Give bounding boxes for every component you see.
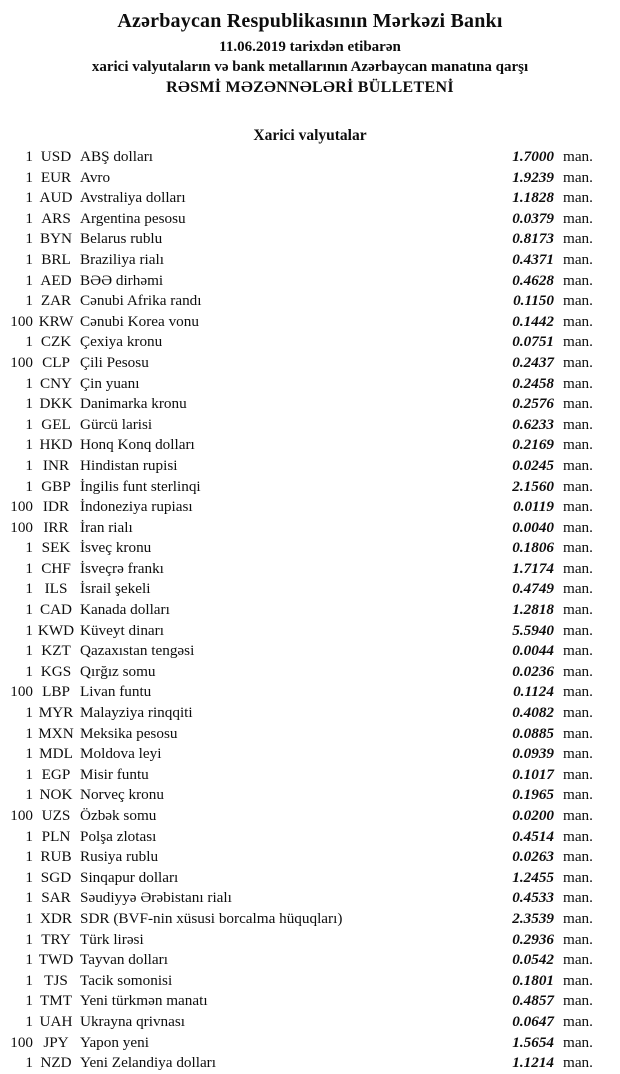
- rate-value-cell: 0.1965: [512, 786, 554, 804]
- currency-code-cell: KGS: [40, 662, 72, 680]
- currency-code-cell: SEK: [41, 539, 71, 557]
- rate-row: [0, 188, 620, 209]
- currency-code-cell: MYR: [38, 704, 74, 722]
- quantity-cell: 1: [25, 642, 33, 660]
- rate-value-cell: 0.1017: [512, 765, 554, 783]
- rate-row: [0, 415, 620, 436]
- unit-cell: man.: [563, 1054, 593, 1072]
- quantity-cell: 1: [25, 374, 33, 392]
- currency-code-cell: RUB: [40, 848, 72, 866]
- currency-name-cell: Kanada dolları: [80, 601, 170, 619]
- quantity-cell: 1: [25, 992, 33, 1010]
- currency-name-cell: SDR (BVF-nin xüsusi borcalma hüquqları): [80, 909, 343, 927]
- currency-name-cell: BƏƏ dirhəmi: [80, 271, 164, 289]
- currency-code-cell: GEL: [41, 415, 71, 433]
- unit-cell: man.: [563, 477, 593, 495]
- rate-value-cell: 0.0647: [512, 1012, 554, 1030]
- rate-value-cell: 1.7174: [512, 559, 554, 577]
- rate-value-cell: 1.7000: [512, 148, 554, 165]
- currency-name-cell: Avro: [80, 168, 111, 186]
- unit-cell: man.: [563, 539, 593, 557]
- currency-name-cell: Norveç kronu: [80, 786, 164, 804]
- rate-row: [0, 888, 620, 909]
- currency-code-cell: SGD: [40, 868, 72, 886]
- rate-row: [0, 497, 620, 518]
- rate-row: [0, 168, 620, 189]
- quantity-cell: 1: [25, 395, 33, 413]
- rate-value-cell: 2.1560: [512, 477, 554, 495]
- currency-name-cell: Yeni türkmən manatı: [80, 992, 208, 1010]
- currency-name-cell: Yeni Zelandiya dolları: [80, 1054, 216, 1072]
- unit-cell: man.: [563, 601, 593, 619]
- quantity-cell: 1: [25, 271, 33, 289]
- currency-name-cell: Argentina pesosu: [80, 209, 186, 227]
- rate-row: [0, 930, 620, 951]
- currency-name-cell: Cənubi Korea vonu: [80, 312, 199, 330]
- rate-row: [0, 579, 620, 600]
- quantity-cell: 1: [25, 250, 33, 268]
- rate-row: [0, 518, 620, 539]
- currency-name-cell: Özbək somu: [80, 807, 157, 824]
- rate-row: [0, 1053, 620, 1074]
- rate-value-cell: 0.4371: [512, 250, 554, 268]
- quantity-cell: 1: [25, 971, 33, 989]
- currency-code-cell: EUR: [40, 168, 72, 186]
- currency-name-cell: Qırğız somu: [80, 662, 156, 680]
- currency-name-cell: Malayziya rinqqiti: [80, 704, 193, 722]
- currency-code-cell: UZS: [41, 807, 71, 824]
- unit-cell: man.: [563, 848, 593, 866]
- quantity-cell: 1: [25, 168, 33, 186]
- unit-cell: man.: [563, 518, 593, 536]
- unit-cell: man.: [563, 1012, 593, 1030]
- quantity-cell: 1: [25, 148, 33, 165]
- unit-cell: man.: [563, 971, 593, 989]
- bulletin-subtitle: xarici valyutaların və bank metallarının Azərbaycan manatına qarşı: [91, 59, 529, 75]
- quantity-cell: 1: [25, 745, 33, 763]
- rate-value-cell: 0.8173: [512, 230, 554, 248]
- currency-code-cell: CAD: [39, 601, 73, 619]
- rate-row: [0, 641, 620, 662]
- currency-name-cell: Livan funtu: [80, 683, 152, 701]
- unit-cell: man.: [563, 827, 593, 845]
- rate-row: [0, 374, 620, 395]
- rate-value-cell: 1.1214: [512, 1054, 554, 1072]
- quantity-cell: 1: [25, 189, 33, 207]
- currency-code-cell: UAH: [39, 1012, 73, 1030]
- rate-row: [0, 435, 620, 456]
- rate-row: [0, 682, 620, 703]
- rate-value-cell: 1.2818: [512, 601, 554, 619]
- quantity-cell: 1: [25, 580, 33, 598]
- unit-cell: man.: [563, 209, 593, 227]
- rate-value-cell: 0.0236: [512, 662, 554, 680]
- rate-row: [0, 456, 620, 477]
- rate-value-cell: 0.1150: [513, 292, 554, 310]
- rate-row: [0, 291, 620, 312]
- currency-name-cell: Rusiya rublu: [80, 848, 159, 866]
- rate-value-cell: 0.6233: [512, 415, 554, 433]
- rate-row: [0, 394, 620, 415]
- rate-value-cell: 5.5940: [512, 621, 554, 639]
- unit-cell: man.: [563, 395, 593, 413]
- rate-row: [0, 147, 620, 168]
- currency-code-cell: INR: [42, 456, 70, 474]
- currency-name-cell: Avstraliya dolları: [80, 189, 186, 207]
- rate-value-cell: 0.0751: [512, 333, 554, 351]
- rate-row: [0, 621, 620, 642]
- unit-cell: man.: [563, 807, 593, 824]
- unit-cell: man.: [563, 642, 593, 660]
- quantity-cell: 1: [25, 765, 33, 783]
- quantity-cell: 100: [10, 312, 33, 330]
- currency-name-cell: Küveyt dinarı: [80, 621, 164, 639]
- currency-name-cell: İran rialı: [80, 518, 133, 536]
- currency-name-cell: Qazaxıstan tengəsi: [80, 642, 195, 660]
- quantity-cell: 1: [25, 889, 33, 907]
- currency-code-cell: GBP: [41, 477, 71, 495]
- bank-name-title: Azərbaycan Respublikasının Mərkəzi Bankı: [117, 10, 503, 32]
- rate-value-cell: 0.0542: [512, 951, 554, 969]
- quantity-cell: 1: [25, 333, 33, 351]
- currency-code-cell: DKK: [39, 395, 73, 413]
- rate-row: [0, 332, 620, 353]
- rate-value-cell: 0.4514: [512, 827, 554, 845]
- quantity-cell: 1: [25, 662, 33, 680]
- quantity-cell: 1: [25, 456, 33, 474]
- unit-cell: man.: [563, 580, 593, 598]
- rate-row: [0, 971, 620, 992]
- currency-code-cell: IDR: [42, 498, 70, 516]
- quantity-cell: 1: [25, 209, 33, 227]
- rate-value-cell: 0.2169: [512, 436, 554, 454]
- rate-row: [0, 909, 620, 930]
- rate-value-cell: 0.0245: [512, 456, 554, 474]
- rate-row: [0, 744, 620, 765]
- quantity-cell: 1: [25, 848, 33, 866]
- rate-row: [0, 312, 620, 333]
- rate-row: [0, 1033, 620, 1054]
- unit-cell: man.: [563, 662, 593, 680]
- currency-code-cell: MDL: [39, 745, 73, 763]
- unit-cell: man.: [563, 415, 593, 433]
- rate-row: [0, 477, 620, 498]
- currency-name-cell: İndoneziya rupiası: [80, 498, 193, 516]
- currency-code-cell: PLN: [41, 827, 71, 845]
- rate-row: [0, 1012, 620, 1033]
- currency-name-cell: İngilis funt sterlinqi: [80, 477, 201, 495]
- quantity-cell: 1: [25, 704, 33, 722]
- quantity-cell: 100: [10, 807, 33, 824]
- currency-name-cell: İsveç kronu: [80, 539, 152, 557]
- rate-row: [0, 353, 620, 374]
- quantity-cell: 1: [25, 951, 33, 969]
- unit-cell: man.: [563, 868, 593, 886]
- unit-cell: man.: [563, 992, 593, 1010]
- quantity-cell: 1: [25, 292, 33, 310]
- currency-code-cell: AUD: [39, 189, 73, 207]
- unit-cell: man.: [563, 333, 593, 351]
- rate-row: [0, 765, 620, 786]
- currency-name-cell: Türk lirəsi: [80, 930, 144, 948]
- rate-value-cell: 0.4082: [512, 704, 554, 722]
- unit-cell: man.: [563, 909, 593, 927]
- rate-value-cell: 2.3539: [512, 909, 554, 927]
- unit-cell: man.: [563, 724, 593, 742]
- rate-value-cell: 0.1801: [512, 971, 554, 989]
- currency-code-cell: TMT: [39, 992, 73, 1010]
- exchange-rates-table: [0, 147, 620, 1074]
- unit-cell: man.: [563, 148, 593, 165]
- unit-cell: man.: [563, 230, 593, 248]
- rate-row: [0, 724, 620, 745]
- unit-cell: man.: [563, 250, 593, 268]
- rate-row: [0, 271, 620, 292]
- rate-row: [0, 538, 620, 559]
- rate-value-cell: 0.1806: [512, 539, 554, 557]
- currency-code-cell: TRY: [41, 930, 71, 948]
- unit-cell: man.: [563, 765, 593, 783]
- rate-row: [0, 868, 620, 889]
- quantity-cell: 1: [25, 539, 33, 557]
- currency-name-cell: Hindistan rupisi: [80, 456, 178, 474]
- quantity-cell: 1: [25, 930, 33, 948]
- currency-code-cell: AED: [40, 271, 72, 289]
- currency-name-cell: Sinqapur dolları: [80, 868, 179, 886]
- currency-code-cell: BYN: [39, 230, 73, 248]
- currency-name-cell: Çili Pesosu: [80, 353, 149, 371]
- currency-code-cell: ILS: [44, 580, 68, 598]
- currency-code-cell: SAR: [41, 889, 71, 907]
- quantity-cell: 1: [25, 868, 33, 886]
- currency-name-cell: Danimarka kronu: [80, 395, 187, 413]
- rate-row: [0, 703, 620, 724]
- quantity-cell: 1: [25, 477, 33, 495]
- currency-code-cell: USD: [40, 148, 72, 165]
- quantity-cell: 100: [10, 1033, 33, 1051]
- quantity-cell: 1: [25, 230, 33, 248]
- currency-name-cell: Misir funtu: [80, 765, 149, 783]
- rate-value-cell: 0.0200: [512, 807, 554, 824]
- rate-value-cell: 0.0379: [512, 209, 554, 227]
- rate-value-cell: 0.2437: [512, 353, 554, 371]
- unit-cell: man.: [563, 745, 593, 763]
- currency-code-cell: BRL: [41, 250, 71, 268]
- quantity-cell: 1: [25, 621, 33, 639]
- quantity-cell: 1: [25, 559, 33, 577]
- rate-row: [0, 559, 620, 580]
- quantity-cell: 1: [25, 601, 33, 619]
- rate-value-cell: 0.2458: [512, 374, 554, 392]
- currency-code-cell: NOK: [39, 786, 73, 804]
- unit-cell: man.: [563, 436, 593, 454]
- currency-name-cell: İsrail şekeli: [80, 580, 151, 598]
- currency-name-cell: Ukrayna qrivnası: [80, 1012, 186, 1030]
- rate-row: [0, 229, 620, 250]
- currency-name-cell: Cənubi Afrika randı: [80, 292, 202, 310]
- currency-name-cell: Səudiyyə Ərəbistanı rialı: [80, 889, 232, 907]
- rate-value-cell: 1.2455: [512, 868, 554, 886]
- rate-value-cell: 0.0040: [512, 518, 554, 536]
- unit-cell: man.: [563, 621, 593, 639]
- rate-row: [0, 209, 620, 230]
- currency-code-cell: CLP: [42, 353, 70, 371]
- quantity-cell: 1: [25, 436, 33, 454]
- unit-cell: man.: [563, 951, 593, 969]
- unit-cell: man.: [563, 498, 593, 516]
- unit-cell: man.: [563, 168, 593, 186]
- currency-code-cell: NZD: [40, 1054, 72, 1072]
- rate-row: [0, 950, 620, 971]
- rate-value-cell: 1.5654: [512, 1033, 554, 1051]
- currency-name-cell: Tacik somonisi: [80, 971, 173, 989]
- rate-row: [0, 662, 620, 683]
- quantity-cell: 100: [10, 353, 33, 371]
- quantity-cell: 1: [25, 724, 33, 742]
- quantity-cell: 100: [10, 518, 33, 536]
- unit-cell: man.: [563, 683, 593, 701]
- quantity-cell: 1: [25, 1012, 33, 1030]
- currency-code-cell: TJS: [44, 971, 68, 989]
- unit-cell: man.: [563, 704, 593, 722]
- rate-value-cell: 0.0119: [513, 498, 554, 516]
- currency-name-cell: Polşa zlotası: [80, 827, 157, 845]
- rate-value-cell: 0.2936: [512, 930, 554, 948]
- currency-name-cell: Çin yuanı: [80, 374, 140, 392]
- unit-cell: man.: [563, 189, 593, 207]
- unit-cell: man.: [563, 374, 593, 392]
- unit-cell: man.: [563, 889, 593, 907]
- currency-code-cell: KRW: [38, 312, 74, 330]
- currency-code-cell: CZK: [40, 333, 72, 351]
- rate-row: [0, 785, 620, 806]
- quantity-cell: 100: [10, 683, 33, 701]
- effective-date-line: 11.06.2019 tarixdən etibarən: [219, 39, 401, 55]
- currency-code-cell: CNY: [39, 374, 73, 392]
- currency-name-cell: Tayvan dolları: [80, 951, 168, 969]
- rate-value-cell: 1.9239: [512, 168, 554, 186]
- currency-code-cell: LBP: [42, 683, 70, 701]
- currency-name-cell: Yapon yeni: [80, 1033, 149, 1051]
- quantity-cell: 1: [25, 1054, 33, 1072]
- unit-cell: man.: [563, 312, 593, 330]
- currency-name-cell: Gürcü larisi: [80, 415, 153, 433]
- rate-value-cell: 0.0939: [512, 745, 554, 763]
- unit-cell: man.: [563, 786, 593, 804]
- unit-cell: man.: [563, 271, 593, 289]
- rate-row: [0, 250, 620, 271]
- rate-value-cell: 0.4749: [512, 580, 554, 598]
- currency-code-cell: CHF: [41, 559, 71, 577]
- currency-code-cell: HKD: [39, 436, 73, 454]
- unit-cell: man.: [563, 292, 593, 310]
- currency-name-cell: İsveçrə frankı: [80, 559, 164, 577]
- bulletin-title: RƏSMİ MƏZƏNNƏLƏRİ BÜLLETENİ: [166, 79, 454, 96]
- quantity-cell: 1: [25, 827, 33, 845]
- rate-value-cell: 0.0263: [512, 848, 554, 866]
- quantity-cell: 1: [25, 786, 33, 804]
- rate-row: [0, 806, 620, 827]
- currency-name-cell: Belarus rublu: [80, 230, 163, 248]
- currency-code-cell: TWD: [38, 951, 74, 969]
- rate-value-cell: 0.1124: [513, 683, 554, 701]
- unit-cell: man.: [563, 353, 593, 371]
- currency-name-cell: Braziliya rialı: [80, 250, 164, 268]
- rate-value-cell: 0.2576: [512, 395, 554, 413]
- currency-code-cell: EGP: [41, 765, 71, 783]
- rate-value-cell: 0.1442: [512, 312, 554, 330]
- currency-name-cell: Çexiya kronu: [80, 333, 163, 351]
- rate-value-cell: 0.4628: [512, 271, 554, 289]
- currency-code-cell: JPY: [43, 1033, 69, 1051]
- rate-row: [0, 847, 620, 868]
- currency-name-cell: Meksika pesosu: [80, 724, 178, 742]
- currency-code-cell: ARS: [41, 209, 71, 227]
- rate-value-cell: 0.4857: [512, 992, 554, 1010]
- unit-cell: man.: [563, 456, 593, 474]
- rate-value-cell: 0.0044: [512, 642, 554, 660]
- currency-name-cell: Moldova leyi: [80, 745, 162, 763]
- unit-cell: man.: [563, 559, 593, 577]
- rate-value-cell: 0.4533: [512, 889, 554, 907]
- quantity-cell: 1: [25, 909, 33, 927]
- quantity-cell: 100: [10, 498, 33, 516]
- quantity-cell: 1: [25, 415, 33, 433]
- currency-code-cell: ZAR: [40, 292, 72, 310]
- rate-row: [0, 991, 620, 1012]
- rate-value-cell: 0.0885: [512, 724, 554, 742]
- currency-code-cell: MXN: [38, 724, 74, 742]
- rate-row: [0, 600, 620, 621]
- unit-cell: man.: [563, 930, 593, 948]
- currency-code-cell: XDR: [39, 909, 73, 927]
- rate-row: [0, 827, 620, 848]
- unit-cell: man.: [563, 1033, 593, 1051]
- currency-name-cell: ABŞ dolları: [80, 148, 153, 165]
- rate-value-cell: 1.1828: [512, 189, 554, 207]
- currency-code-cell: KZT: [41, 642, 71, 660]
- currency-code-cell: KWD: [37, 621, 75, 639]
- currency-name-cell: Honq Konq dolları: [80, 436, 195, 454]
- section-title-foreign-currencies: Xarici valyutalar: [253, 127, 367, 144]
- currency-code-cell: IRR: [43, 518, 69, 536]
